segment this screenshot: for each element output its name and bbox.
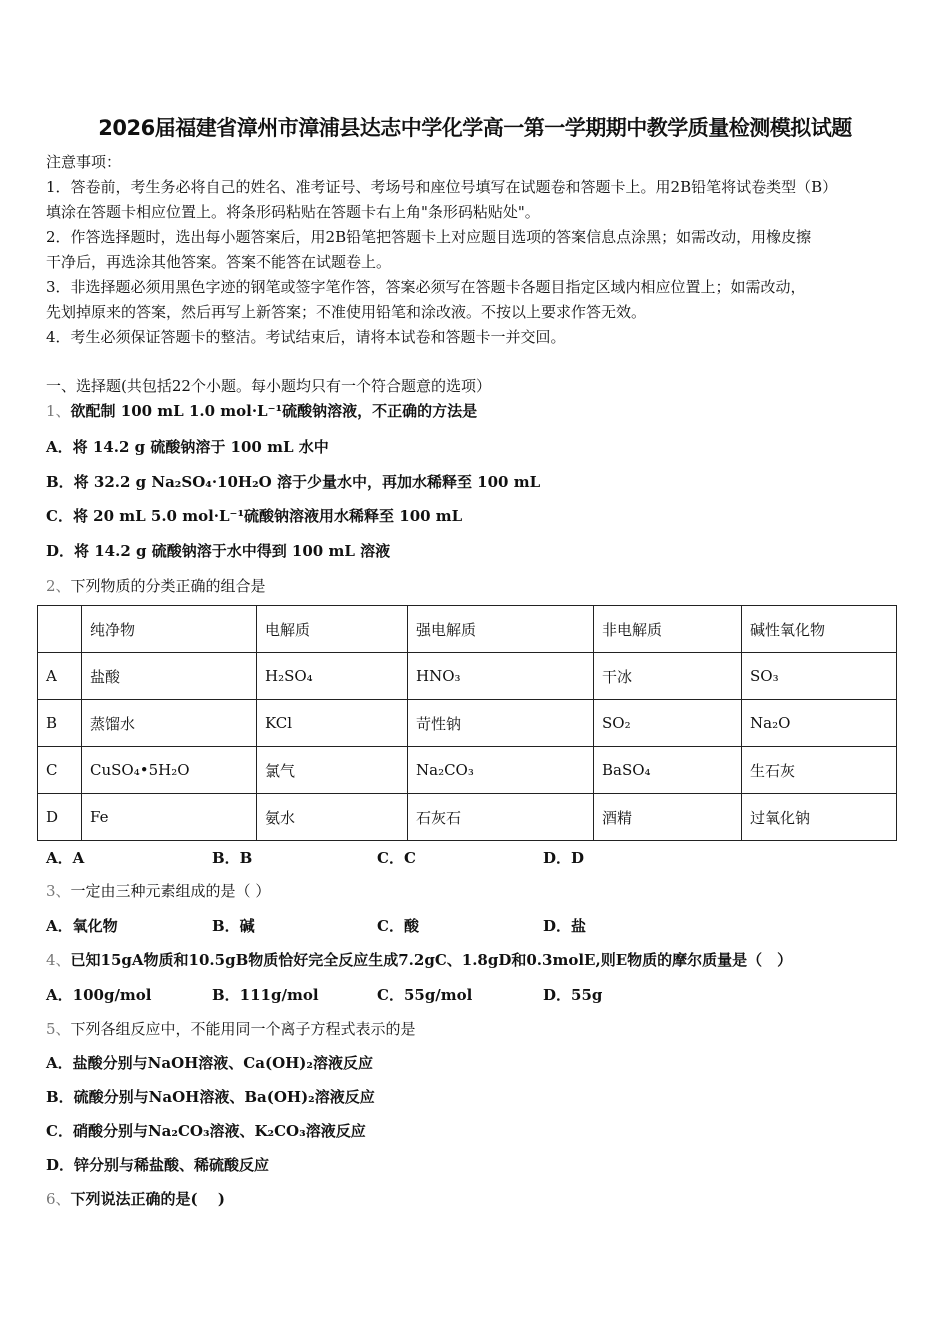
question-number: 4、 [46,951,71,969]
q5-option-d: D．锌分别与稀盐酸、稀硫酸反应 [46,1156,270,1174]
q1-option-a: A．将 14.2 g 硫酸钠溶于 100 mL 水中 [46,438,329,456]
table-cell: B [38,700,82,747]
table-cell: Fe [82,794,257,841]
table-cell: 盐酸 [82,653,257,700]
table-cell: 生石灰 [742,747,897,794]
section-heading: 一、选择题(共包括22个小题。每小题均只有一个符合题意的选项） [46,377,491,395]
table-row [38,653,897,700]
question-number: 5、 [46,1020,71,1038]
q2-option-a: A．A [46,849,85,867]
table-cell: Na₂O [742,700,897,747]
q2-option-d: D．D [543,849,585,867]
notice-heading: 注意事项： [46,153,122,171]
table-cell: 氯气 [257,747,408,794]
notice-line: 干净后，再选涂其他答案。答案不能答在试题卷上。 [46,253,392,271]
notice-line: 4．考生必须保证答题卡的整洁。考试结束后，请将本试卷和答题卡一并交回。 [46,328,566,346]
question-stem: 下列物质的分类正确的组合是 [70,577,266,595]
q3-option-b: B．碱 [212,917,255,935]
table-cell: BaSO₄ [594,747,742,794]
q5-option-c: C．硝酸分别与Na₂CO₃溶液、K₂CO₃溶液反应 [46,1122,366,1140]
q1-option-b: B．将 32.2 g Na₂SO₄·10H₂O 溶于少量水中，再加水稀释至 100 mL [46,473,541,491]
table-cell: A [38,653,82,700]
table-cell: KCl [257,700,408,747]
question-number: 6、 [46,1190,71,1208]
question-4 [46,950,792,970]
table-cell: 过氧化钠 [742,794,897,841]
q2-option-c: C．C [377,849,416,867]
q3-option-a: A．氧化物 [46,917,118,935]
question-3 [46,881,270,901]
question-2 [46,576,266,596]
notice-line: 1．答卷前，考生务必将自己的姓名、准考证号、考场号和座位号填写在试题卷和答题卡上。用2B铅笔将试卷类型（B） [46,178,838,196]
table-cell: 苛性钠 [408,700,594,747]
table-cell: H₂SO₄ [257,653,408,700]
table-header: 纯净物 [82,606,257,653]
table-cell: SO₃ [742,653,897,700]
notice-line: 先划掉原来的答案，然后再写上新答案；不准使用铅笔和涂改液。不按以上要求作答无效。 [46,303,647,321]
table-cell: C [38,747,82,794]
notice-line: 填涂在答题卡相应位置上。将条形码粘贴在答题卡右上角"条形码粘贴处"。 [46,203,540,221]
table-cell: HNO₃ [408,653,594,700]
question-number: 1、 [46,402,71,420]
question-stem: 下列各组反应中，不能用同一个离子方程式表示的是 [70,1020,416,1038]
question-stem: 已知15gA物质和10.5gB物质恰好完全反应生成7.2gC、1.8gD和0.3molE,则E物质的摩尔质量是（ ） [70,951,793,969]
notice-line: 3．非选择题必须用黑色字迹的钢笔或签字笔作答，答案必须写在答题卡各题目指定区域内相应位置上；如需改动， [46,278,806,296]
table-cell: 蒸馏水 [82,700,257,747]
question-stem: 一定由三种元素组成的是（ ） [70,882,271,900]
table-header-row [38,606,897,653]
table-row [38,794,897,841]
q3-option-c: C．酸 [377,917,419,935]
table-cell: Na₂CO₃ [408,747,594,794]
q5-option-a: A．盐酸分别与NaOH溶液、Ca(OH)₂溶液反应 [46,1054,373,1072]
q4-option-a: A．100g/mol [46,986,152,1004]
table-cell: 氨水 [257,794,408,841]
question-6 [46,1189,225,1209]
table-header [38,606,82,653]
table-cell: 干冰 [594,653,742,700]
table-header: 非电解质 [594,606,742,653]
q5-option-b: B．硫酸分别与NaOH溶液、Ba(OH)₂溶液反应 [46,1088,375,1106]
question-5 [46,1019,416,1039]
table-cell: 酒精 [594,794,742,841]
table-row [38,747,897,794]
table-cell: D [38,794,82,841]
table-row [38,700,897,747]
table-header: 电解质 [257,606,408,653]
q3-option-d: D．盐 [543,917,587,935]
table-cell: CuSO₄•5H₂O [82,747,257,794]
notice-line: 2．作答选择题时，选出每小题答案后，用2B铅笔把答题卡上对应题目选项的答案信息点涂黑；如需改动，用橡皮擦 [46,228,812,246]
classification-table [37,605,897,841]
question-stem: 下列说法正确的是( ) [70,1190,225,1208]
table-header: 强电解质 [408,606,594,653]
question-1 [46,401,477,421]
q1-option-d: D．将 14.2 g 硫酸钠溶于水中得到 100 mL 溶液 [46,542,391,560]
question-stem: 欲配制 100 mL 1.0 mol·L⁻¹硫酸钠溶液，不正确的方法是 [70,402,478,420]
q4-option-d: D．55g [543,986,603,1004]
table-cell: 石灰石 [408,794,594,841]
q2-option-b: B．B [212,849,253,867]
question-number: 2、 [46,577,71,595]
table-cell: SO₂ [594,700,742,747]
q4-option-c: C．55g/mol [377,986,473,1004]
question-number: 3、 [46,882,71,900]
page-title: 2026届福建省漳州市漳浦县达志中学化学高一第一学期期中教学质量检测模拟试题 [98,116,852,140]
q4-option-b: B．111g/mol [212,986,319,1004]
table-header: 碱性氧化物 [742,606,897,653]
q1-option-c: C．将 20 mL 5.0 mol·L⁻¹硫酸钠溶液用水稀释至 100 mL [46,507,463,525]
